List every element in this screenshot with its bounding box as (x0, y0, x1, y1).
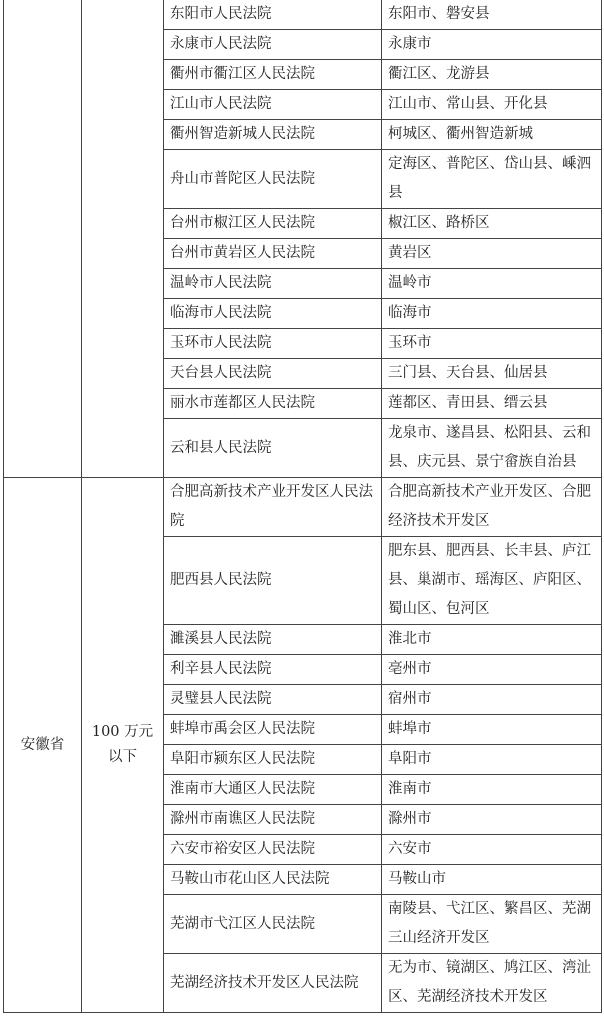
court-cell: 台州市黄岩区人民法院 (164, 239, 382, 269)
area-cell: 江山市、常山县、开化县 (382, 90, 602, 120)
court-cell: 临海市人民法院 (164, 299, 382, 329)
area-cell: 滁州市 (382, 805, 602, 835)
province-cell (4, 0, 82, 478)
area-cell: 衢江区、龙游县 (382, 60, 602, 90)
court-cell: 芜湖经济技术开发区人民法院 (164, 954, 382, 1013)
area-cell: 蚌埠市 (382, 715, 602, 745)
court-jurisdiction-table-wrapper (3, 0, 601, 1013)
area-cell: 东阳市、磐安县 (382, 0, 602, 30)
table-body (4, 0, 602, 1013)
court-cell: 云和县人民法院 (164, 419, 382, 478)
area-cell: 临海市 (382, 299, 602, 329)
court-cell: 阜阳市颍东区人民法院 (164, 745, 382, 775)
court-cell: 淮南市大通区人民法院 (164, 775, 382, 805)
court-cell: 温岭市人民法院 (164, 269, 382, 299)
province-cell: 安徽省 (4, 478, 82, 1013)
area-cell: 定海区、普陀区、岱山县、嵊泗县 (382, 150, 602, 209)
court-cell: 江山市人民法院 (164, 90, 382, 120)
court-cell: 丽水市莲都区人民法院 (164, 389, 382, 419)
court-cell: 肥西县人民法院 (164, 537, 382, 625)
area-cell: 肥东县、肥西县、长丰县、庐江县、巢湖市、瑶海区、庐阳区、蜀山区、包河区 (382, 537, 602, 625)
area-cell: 温岭市 (382, 269, 602, 299)
area-cell: 莲都区、青田县、缙云县 (382, 389, 602, 419)
court-jurisdiction-table (3, 0, 602, 1013)
court-cell: 六安市裕安区人民法院 (164, 835, 382, 865)
area-cell: 淮北市 (382, 625, 602, 655)
court-cell: 利辛县人民法院 (164, 655, 382, 685)
area-cell: 合肥高新技术产业开发区、合肥经济技术开发区 (382, 478, 602, 537)
area-cell: 龙泉市、遂昌县、松阳县、云和县、庆元县、景宁畲族自治县 (382, 419, 602, 478)
table-row (4, 478, 602, 537)
court-cell: 合肥高新技术产业开发区人民法院 (164, 478, 382, 537)
court-cell: 天台县人民法院 (164, 359, 382, 389)
court-cell: 衢州智造新城人民法院 (164, 120, 382, 150)
court-cell: 东阳市人民法院 (164, 0, 382, 30)
area-cell: 永康市 (382, 30, 602, 60)
area-cell: 无为市、镜湖区、鸠江区、湾沚区、芜湖经济技术开发区 (382, 954, 602, 1013)
court-cell: 滁州市南谯区人民法院 (164, 805, 382, 835)
court-cell: 马鞍山市花山区人民法院 (164, 865, 382, 895)
court-cell: 永康市人民法院 (164, 30, 382, 60)
court-cell: 蚌埠市禹会区人民法院 (164, 715, 382, 745)
court-cell: 濉溪县人民法院 (164, 625, 382, 655)
area-cell: 椒江区、路桥区 (382, 209, 602, 239)
table-row (4, 0, 602, 30)
area-cell: 亳州市 (382, 655, 602, 685)
area-cell: 柯城区、衢州智造新城 (382, 120, 602, 150)
court-cell: 舟山市普陀区人民法院 (164, 150, 382, 209)
area-cell: 淮南市 (382, 775, 602, 805)
threshold-cell (82, 0, 164, 478)
area-cell: 马鞍山市 (382, 865, 602, 895)
area-cell: 玉环市 (382, 329, 602, 359)
area-cell: 黄岩区 (382, 239, 602, 269)
area-cell: 阜阳市 (382, 745, 602, 775)
court-cell: 台州市椒江区人民法院 (164, 209, 382, 239)
threshold-cell: 100 万元以下 (82, 478, 164, 1013)
court-cell: 玉环市人民法院 (164, 329, 382, 359)
court-cell: 衢州市衢江区人民法院 (164, 60, 382, 90)
area-cell: 宿州市 (382, 685, 602, 715)
area-cell: 三门县、天台县、仙居县 (382, 359, 602, 389)
court-cell: 芜湖市弋江区人民法院 (164, 895, 382, 954)
area-cell: 六安市 (382, 835, 602, 865)
court-cell: 灵璧县人民法院 (164, 685, 382, 715)
area-cell: 南陵县、弋江区、繁昌区、芜湖三山经济开发区 (382, 895, 602, 954)
